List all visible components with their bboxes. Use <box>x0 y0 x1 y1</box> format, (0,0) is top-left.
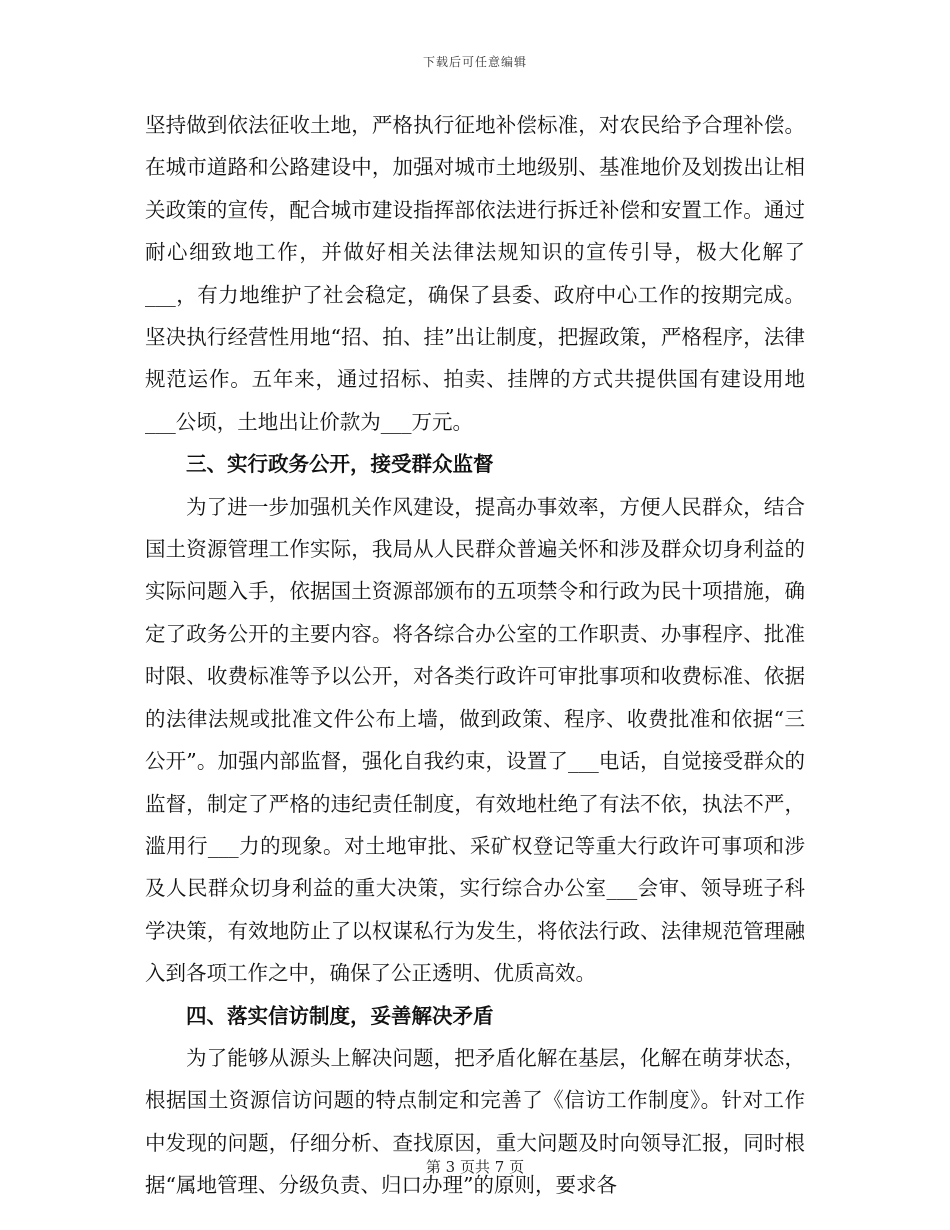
paragraph-land-requisition: 坚持做到依法征收土地，严格执行征地补偿标准，对农民给予合理补偿。在城市道路和公路建设中，加强对城市土地级别、基准地价及划拨出让相关政策的宣传，配合城市建设指挥部依法进行拆迁补偿和安置工作。通过耐心细致地工作，并做好相关法律法规知识的宣传引导，极大化解了___，有力地维护了社会稳定，确保了县委、政府中心工作的按期完成。坚决执行经营性用地“招、拍、挂”出让制度，把握政策，严格程序，法律规范运作。五年来，通过招标、拍卖、挂牌的方式共提供国有建设用地___公顷，土地出让价款为___万元。 <box>145 113 805 434</box>
page-number: 第 3 页共 7 页 <box>425 1158 525 1176</box>
document-body <box>145 104 805 1207</box>
paragraph-petition: 为了能够从源头上解决问题，把矛盾化解在基层，化解在萌芽状态，根据国土资源信访问题的特点制定和完善了《信访工作制度》。针对工作中发现的问题，仔细分析、查找原因，重大问题及时向领导汇报，同时根据“属地管理、分级负责、归口办理”的原则，要求各 <box>145 1045 805 1198</box>
section-heading-government-affairs: 三、实行政务公开，接受群众监督 <box>186 452 494 477</box>
section-heading-petition: 四、落实信访制度，妥善解决矛盾 <box>186 1003 494 1028</box>
paragraph-government-affairs: 为了进一步加强机关作风建设，提高办事效率，方便人民群众，结合国土资源管理工作实际，我局从人民群众普遍关怀和涉及群众切身利益的实际问题入手，依据国土资源部颁布的五项禁令和行政为民十项措施，确定了政务公开的主要内容。将各综合办公室的工作职责、办事程序、批准时限、收费标准等予以公开，对各类行政许可审批事项和收费标准、依据的法律法规或批准文件公布上墙，做到政策、程序、收费批准和依据“三公开”。加强内部监督，强化自我约束，设置了___电话，自觉接受群众的监督，制定了严格的违纪责任制度，有效地杜绝了有法不依，执法不严，滥用行___力的现象。对土地审批、采矿权登记等重大行政许可事项和涉及人民群众切身利益的重大决策，实行综合办公室___会审、领导班子科学决策，有效地防止了以权谋私行为发生，将依法行政、法律规范管理融入到各项工作之中，确保了公正透明、优质高效。 <box>145 494 805 986</box>
page-header-note: 下载后可任意编辑 <box>422 55 527 69</box>
